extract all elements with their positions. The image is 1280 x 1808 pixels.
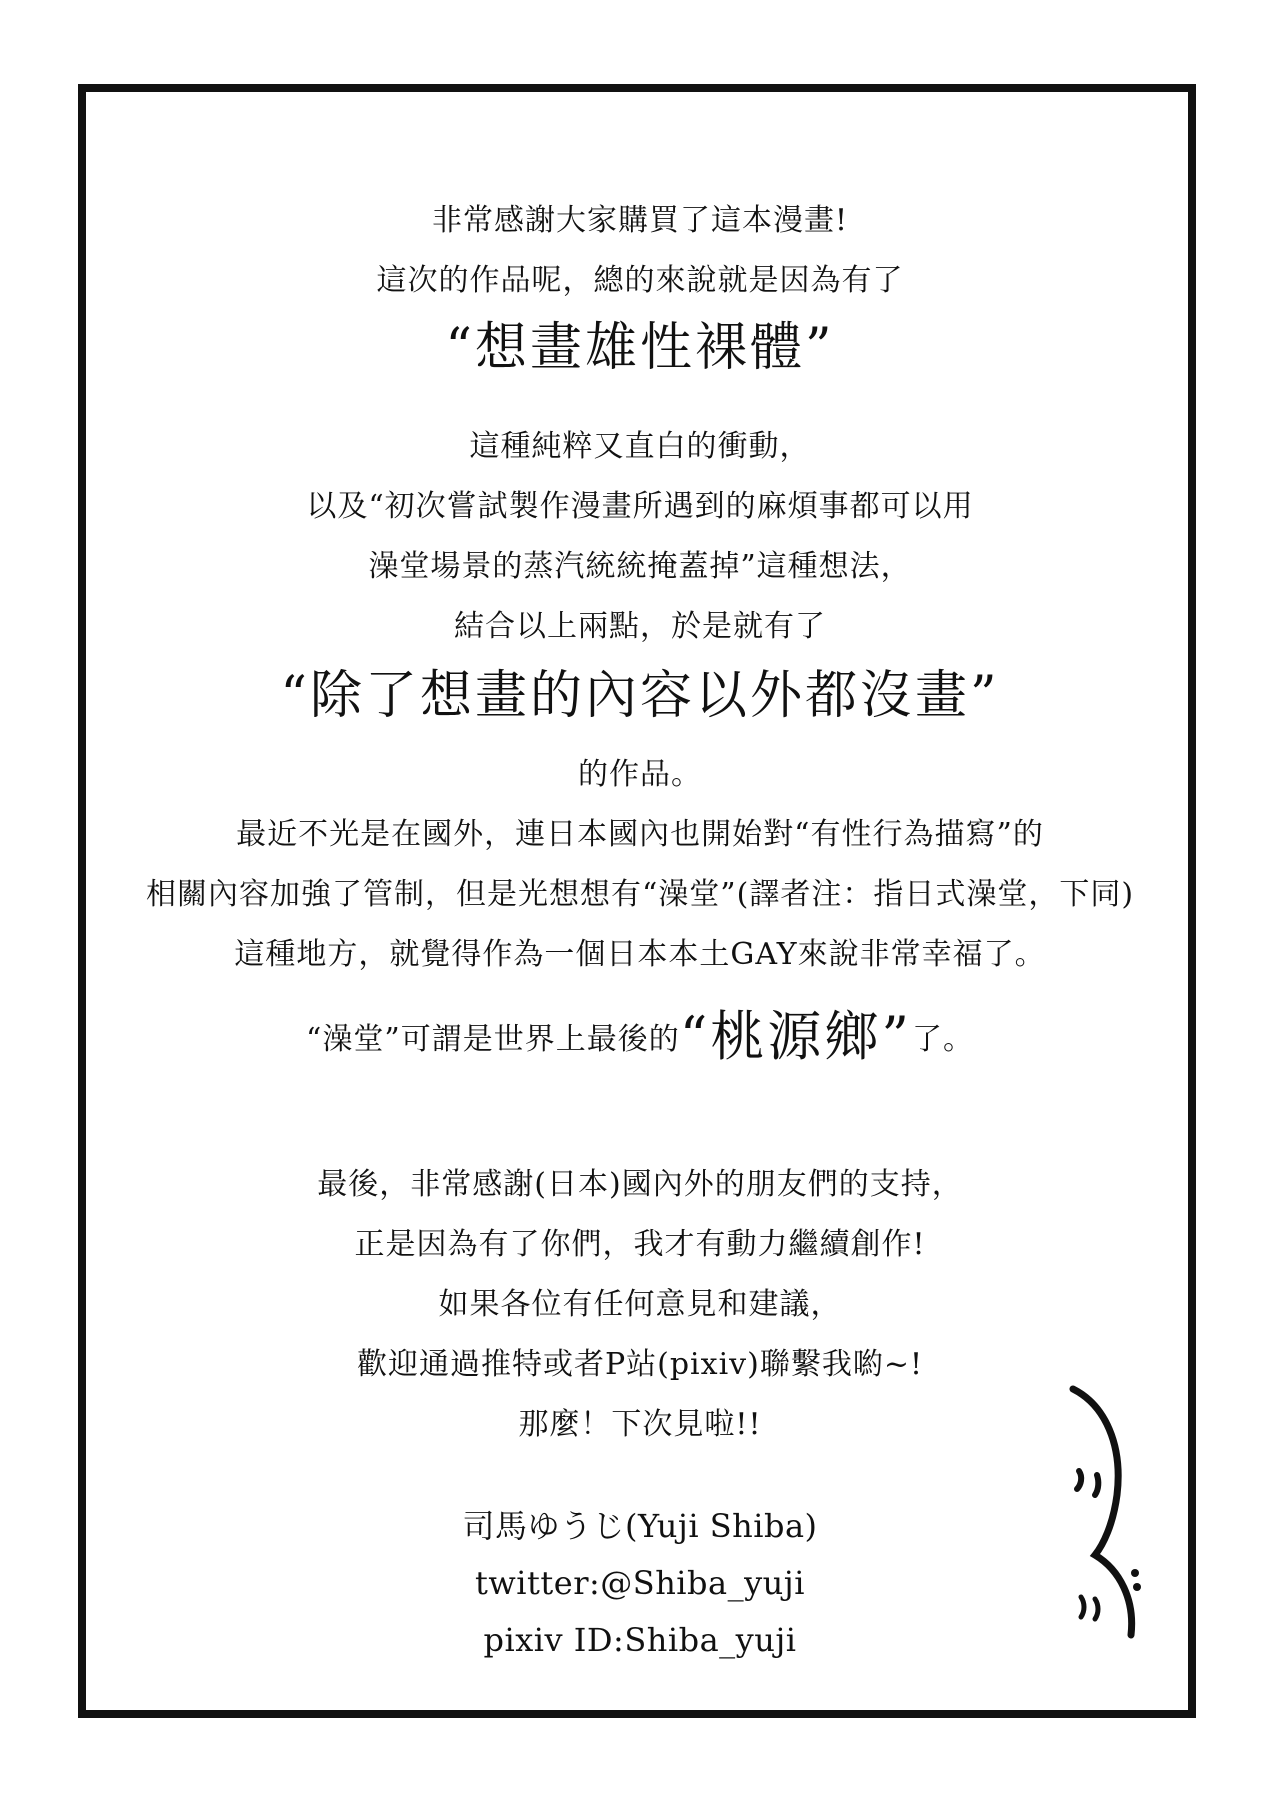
author-name: 司馬ゆうじ(Yuji Shiba) [462, 1507, 818, 1545]
text-line-first-attempt: 以及“初次嘗試製作漫畫所遇到的麻煩事都可以用 [306, 489, 974, 524]
text-line-feedback: 如果各位有任何意見和建議， [438, 1287, 842, 1322]
text-line-goodbye: 那麼！下次見啦!! [518, 1407, 762, 1442]
text-line-happy: 這種地方，就覺得作為一個日本本土GAY來說非常幸福了。 [234, 937, 1046, 972]
text-line-impulse: 這種純粹又直白的衝動， [469, 429, 811, 464]
headline-nothing-else-drawn: “除了想畫的內容以外都沒畫” [280, 666, 1000, 726]
text-line-regulation: 最近不光是在國外，連日本國內也開始對“有性行為描寫”的 [236, 817, 1044, 852]
text-line-thanks: 非常感謝大家購買了這本漫畫! [431, 203, 849, 238]
text-line-support: 最後，非常感謝(日本)國內外的朋友們的支持， [317, 1167, 963, 1202]
peach-line-before: “澡堂”可謂是世界上最後的 [306, 1022, 680, 1057]
text-line-intro: 這次的作品呢，總的來說就是因為有了 [376, 263, 904, 298]
author-pixiv: pixiv ID:Shiba_yuji [483, 1621, 797, 1659]
text-line-combine: 結合以上兩點，於是就有了 [454, 609, 826, 644]
headline-draw-male-nudes: “想畫雄性裸體” [445, 318, 835, 378]
peach-line-emphasis: “桃源鄉” [679, 1005, 912, 1068]
text-line-steam: 澡堂場景的蒸汽統統掩蓋掉”這種想法， [368, 549, 912, 584]
face-doodle-icon [1065, 1385, 1165, 1645]
text-line-motivation: 正是因為有了你們，我才有動力繼續創作! [354, 1227, 926, 1262]
text-line-contact: 歡迎通過推特或者P站(pixiv)聯繫我喲~! [356, 1347, 924, 1382]
text-line-the-work: 的作品。 [578, 757, 702, 792]
peach-line-after: 了。 [911, 1022, 974, 1057]
peach-utopia-line [0, 1005, 1280, 1068]
author-twitter: twitter:@Shiba_yuji [475, 1564, 805, 1602]
text-line-bathhouse-note: 相關內容加強了管制，但是光想想有“澡堂”(譯者注：指日式澡堂，下同) [145, 877, 1135, 912]
